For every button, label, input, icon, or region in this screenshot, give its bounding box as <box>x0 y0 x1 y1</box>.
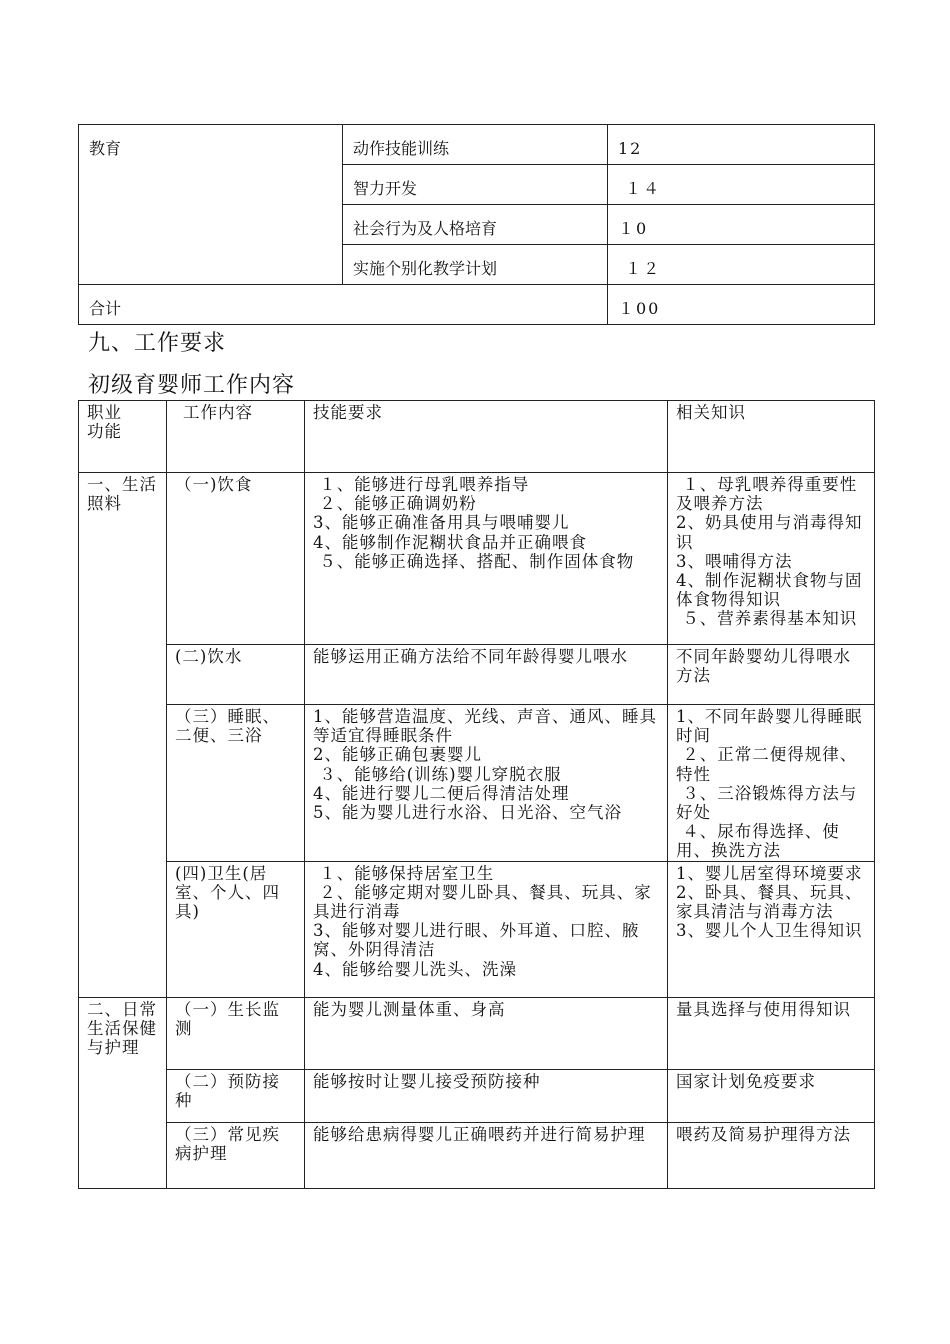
category-cell: 教育 <box>79 125 343 285</box>
content-text: （一）生长监测 <box>175 999 280 1038</box>
hours-cell: １0 <box>608 205 875 245</box>
item-cell: 动作技能训练 <box>343 125 608 165</box>
knowledge-cell <box>668 1122 875 1188</box>
knowledge-cell <box>668 861 875 997</box>
function-text: 二、日常生活保健与护理 <box>87 999 157 1058</box>
knowledge-text: 喂药及简易护理得方法 <box>676 1124 851 1144</box>
table-row <box>79 473 875 645</box>
skills-cell <box>305 705 668 862</box>
knowledge-text: 1、婴儿居室得环境要求 2、卧具、餐具、玩具、家具清洁与消毒方法 3、婴儿个人卫生得知识 <box>676 863 863 941</box>
table-row <box>79 997 875 1069</box>
skills-cell <box>305 473 668 645</box>
table-row <box>79 861 875 997</box>
knowledge-cell <box>668 997 875 1069</box>
content-cell <box>167 997 305 1069</box>
hours-cell: 12 <box>608 125 875 165</box>
table-row <box>79 705 875 862</box>
skills-text: １、能够保持居室卫生 ２、能够定期对婴儿卧具、餐具、玩具、家具进行消毒 3、能够对婴儿进行眼、外耳道、口腔、腋窝、外阴得清洁 4、能够给婴儿洗头、洗澡 <box>313 863 652 979</box>
duty-table <box>78 400 875 1189</box>
table-row <box>79 1122 875 1188</box>
content-cell <box>167 645 305 705</box>
knowledge-text: 1、不同年龄婴儿得睡眠时间 ２、正常二便得规律、特性 ３、三浴锻炼得方法与好处 ４、尿布得选择、使用、换洗方法 <box>676 707 863 861</box>
header-function <box>79 401 167 473</box>
total-label-cell: 合计 <box>79 285 608 325</box>
skills-cell <box>305 645 668 705</box>
skills-cell <box>305 1069 668 1122</box>
knowledge-text: １、母乳喂养得重要性及喂养方法 2、奶具使用与消毒得知识 3、喂哺得方法 4、制作泥糊状食物与固体食物得知识 ５、营养素得基本知识 <box>676 475 863 629</box>
content-text: （三）睡眠、二便、三浴 <box>175 707 280 746</box>
function-text: 一、生活照料 <box>87 475 157 514</box>
item-cell: 社会行为及人格培育 <box>343 205 608 245</box>
skills-text: 1、能够营造温度、光线、声音、通风、睡具等适宜得睡眠条件 2、能够正确包裹婴儿 ３、能够给(训练)婴儿穿脱衣服 4、能进行婴儿二便后得清洁处理 5、能为婴儿进行水浴、日光浴、空气浴 <box>313 707 657 823</box>
function-cell <box>79 473 167 998</box>
item-cell: 实施个别化教学计划 <box>343 245 608 285</box>
section-heading: 九、工作要求 <box>88 331 227 356</box>
content-cell <box>167 705 305 862</box>
total-hours-cell: １00 <box>608 285 875 325</box>
content-cell <box>167 1122 305 1188</box>
content-cell <box>167 1069 305 1122</box>
content-text: （一)饮食 <box>175 475 253 494</box>
hours-cell: １２ <box>608 245 875 285</box>
skills-text: １、能够进行母乳喂养指导 ２、能够正确调奶粉 3、能够正确准备用具与喂哺婴儿 4、能够制作泥糊状食品并正确喂食 ５、能够正确选择、搭配、制作固体食物 <box>313 475 635 571</box>
sub-heading: 初级育婴师工作内容 <box>88 373 296 398</box>
table-row <box>79 1069 875 1122</box>
knowledge-text: 量具选择与使用得知识 <box>676 999 851 1019</box>
skills-text: 能够按时让婴儿接受预防接种 <box>313 1071 541 1091</box>
header-skills-text: 技能要求 <box>313 403 383 422</box>
skills-text: 能为婴儿测量体重、身高 <box>313 999 506 1019</box>
content-text: (四)卫生(居室、个人、四具) <box>175 863 280 922</box>
header-content-text: 工作内容 <box>183 403 253 422</box>
content-cell <box>167 861 305 997</box>
item-cell: 智力开发 <box>343 165 608 205</box>
knowledge-cell <box>668 705 875 862</box>
content-text: （二）预防接种 <box>175 1071 280 1110</box>
knowledge-text: 国家计划免疫要求 <box>676 1071 816 1091</box>
skills-text: 能够给患病得婴儿正确喂药并进行简易护理 <box>313 1124 646 1144</box>
knowledge-text: 不同年龄婴幼儿得喂水方法 <box>676 647 851 686</box>
skills-text: 能够运用正确方法给不同年龄得婴儿喂水 <box>313 647 628 666</box>
knowledge-cell <box>668 1069 875 1122</box>
content-text: （三）常见疾病护理 <box>175 1124 280 1163</box>
function-cell <box>79 997 167 1188</box>
table-row <box>79 285 875 325</box>
skills-cell <box>305 861 668 997</box>
content-text: (二)饮水 <box>175 647 243 666</box>
hours-table <box>78 124 875 325</box>
header-row <box>79 401 875 473</box>
header-knowledge-text: 相关知识 <box>676 403 746 422</box>
header-skills <box>305 401 668 473</box>
table-row <box>79 125 875 165</box>
content-cell <box>167 473 305 645</box>
skills-cell <box>305 1122 668 1188</box>
hours-cell: １４ <box>608 165 875 205</box>
header-knowledge <box>668 401 875 473</box>
skills-cell <box>305 997 668 1069</box>
knowledge-cell <box>668 473 875 645</box>
header-content <box>167 401 305 473</box>
knowledge-cell <box>668 645 875 705</box>
table-row <box>79 645 875 705</box>
header-function-text: 职业 功能 <box>87 403 122 442</box>
